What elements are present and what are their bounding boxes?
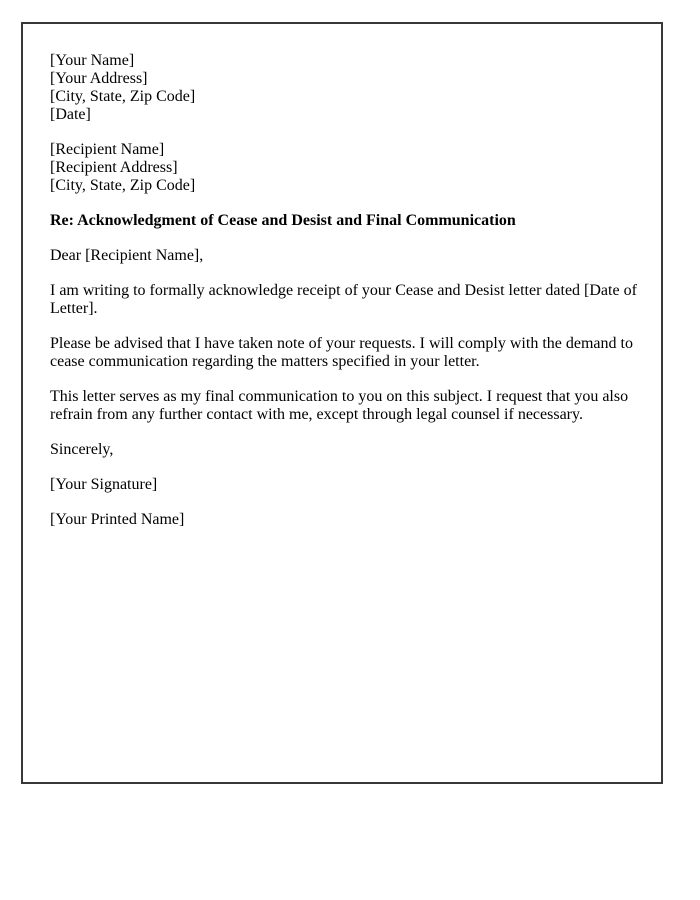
- printed-name-placeholder: [Your Printed Name]: [50, 511, 185, 528]
- sender-address-block: [50, 52, 644, 124]
- body-paragraph-3: This letter serves as my final communication to you on this subject. I request that you also refrain from any further contact with me, except through legal counsel if necessary.: [50, 388, 629, 423]
- letter-date: [Date]: [50, 106, 91, 123]
- body-paragraph-1: I am writing to formally acknowledge receipt of your Cease and Desist letter dated [Date of Letter].: [50, 282, 637, 317]
- recipient-address-block: [50, 141, 644, 195]
- body-paragraph-2: Please be advised that I have taken note of your requests. I will comply with the demand to cease communication regarding the matters specified in your letter.: [50, 335, 633, 370]
- sender-address: [Your Address]: [50, 70, 148, 87]
- recipient-name: [Recipient Name]: [50, 141, 165, 158]
- sender-name: [Your Name]: [50, 52, 135, 69]
- letter-page: [21, 22, 663, 784]
- closing: Sincerely,: [50, 441, 114, 458]
- salutation: Dear [Recipient Name],: [50, 247, 204, 264]
- sender-city-state-zip: [City, State, Zip Code]: [50, 88, 196, 105]
- recipient-address: [Recipient Address]: [50, 159, 178, 176]
- recipient-city-state-zip: [City, State, Zip Code]: [50, 177, 196, 194]
- subject-line: Re: Acknowledgment of Cease and Desist and Final Communication: [50, 212, 516, 229]
- signature-placeholder: [Your Signature]: [50, 476, 158, 493]
